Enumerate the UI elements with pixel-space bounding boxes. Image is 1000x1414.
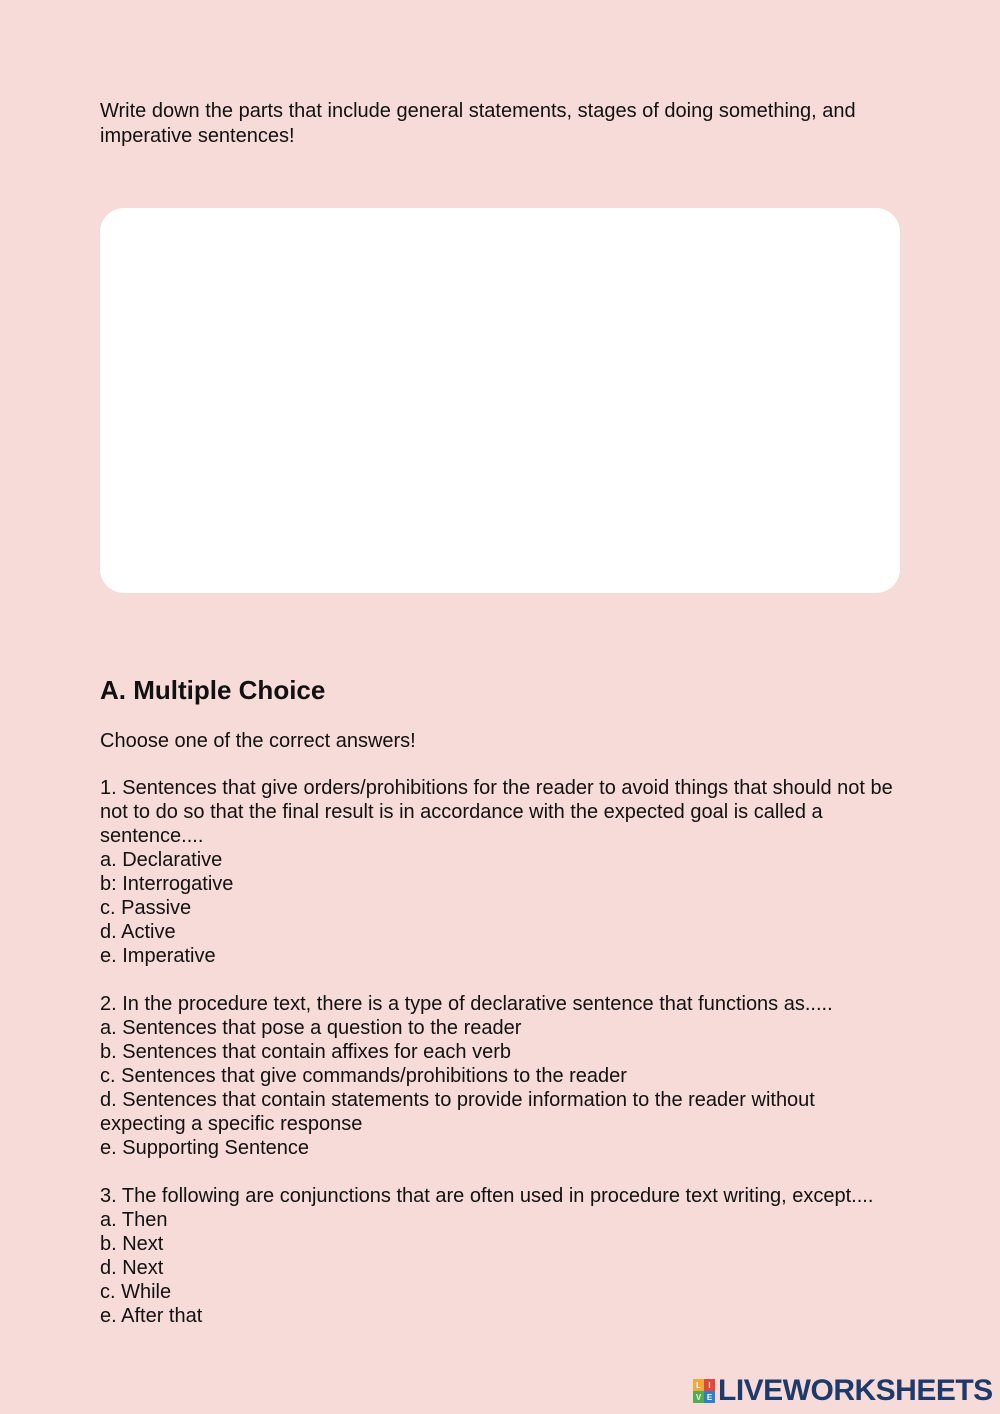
liveworksheets-icon [693, 1379, 715, 1403]
section-title: A. Multiple Choice [100, 675, 326, 705]
writing-instruction: Write down the parts that include general statements, stages of doing something, and imperative sentences! [100, 100, 856, 147]
question-1-text: 1. Sentences that give orders/prohibitions for the reader to avoid things that should not be not to do so that the final result is in accordance with the expected goal is called a sentence.... [100, 777, 893, 847]
question-2 [100, 992, 900, 1160]
liveworksheets-logo [693, 1374, 993, 1408]
question-3-option-c: c. While [100, 1281, 172, 1303]
logo-tile-i: I [704, 1379, 715, 1391]
question-2-option-c: c. Sentences that give commands/prohibitions to the reader [100, 1065, 627, 1087]
answer-textbox[interactable] [100, 208, 900, 593]
question-2-option-b: b. Sentences that contain affixes for each verb [100, 1041, 511, 1063]
question-3 [100, 1184, 900, 1328]
logo-tile-e: E [704, 1391, 715, 1403]
question-2-option-a: a. Sentences that pose a question to the reader [100, 1017, 522, 1039]
question-1-option-a: a. Declarative [100, 849, 223, 871]
logo-tile-v: V [693, 1391, 704, 1403]
question-3-text: 3. The following are conjunctions that are often used in procedure text writing, except.... [100, 1185, 874, 1207]
logo-tile-l: L [693, 1379, 704, 1391]
question-2-option-e: e. Supporting Sentence [100, 1137, 310, 1159]
question-2-text: 2. In the procedure text, there is a type of declarative sentence that functions as..... [100, 993, 833, 1015]
quiz-section [100, 729, 900, 1352]
question-3-option-a: a. Then [100, 1209, 168, 1231]
quiz-directions: Choose one of the correct answers! [100, 730, 416, 752]
question-1-option-e: e. Imperative [100, 945, 216, 967]
liveworksheets-wordmark: LIVEWORKSHEETS [718, 1374, 993, 1407]
question-3-option-e: e. After that [100, 1305, 203, 1327]
question-1-option-b: b: Interrogative [100, 873, 234, 895]
question-1-option-d: d. Active [100, 921, 176, 943]
question-1 [100, 776, 900, 968]
question-2-option-d: d. Sentences that contain statements to provide information to the reader without expecting a specific response [100, 1089, 815, 1135]
question-3-option-d: d. Next [100, 1257, 164, 1279]
question-3-option-b: b. Next [100, 1233, 164, 1255]
question-1-option-c: c. Passive [100, 897, 192, 919]
